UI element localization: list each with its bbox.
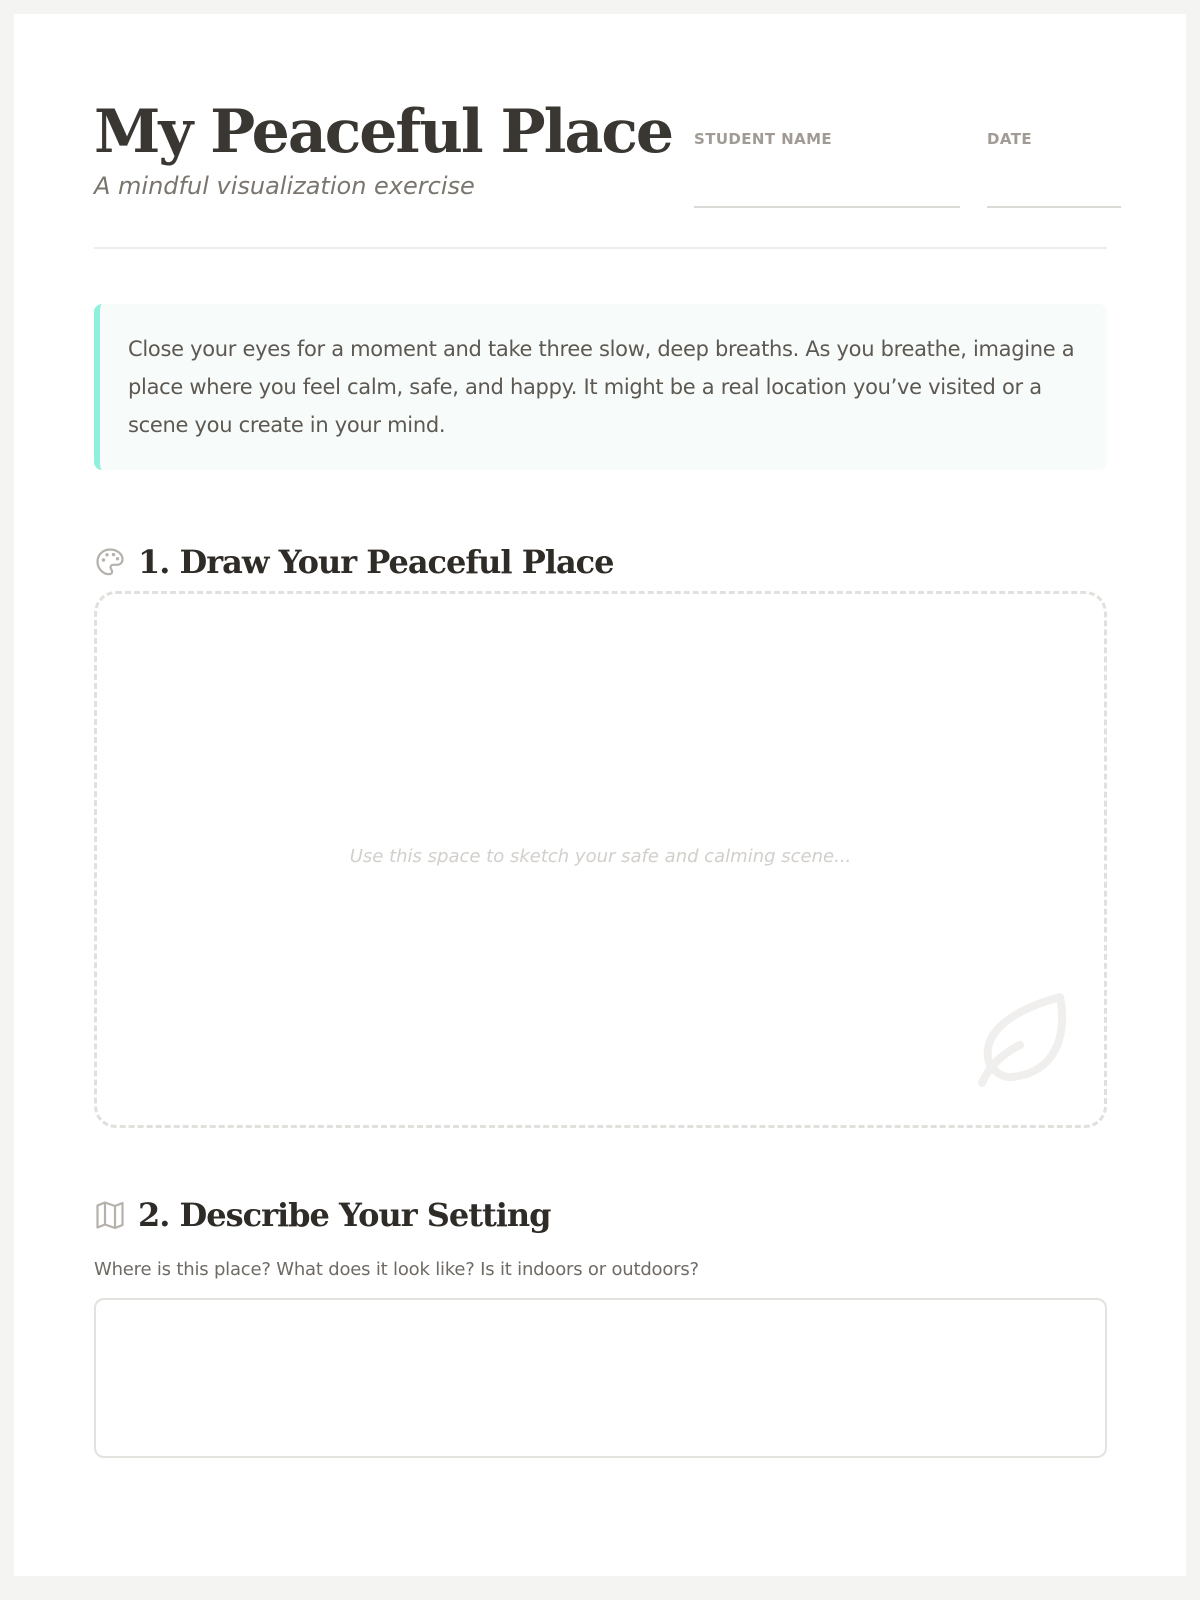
drawing-area[interactable] (94, 591, 1107, 1128)
worksheet-page (14, 14, 1186, 1576)
intro-callout (94, 304, 1107, 470)
page-subtitle: A mindful visualization exercise (94, 172, 475, 200)
setting-answer-box[interactable] (94, 1298, 1107, 1458)
student-name-field[interactable] (694, 206, 960, 208)
header-divider (94, 247, 1107, 249)
section-setting-title: 2. Describe Your Setting (138, 1196, 551, 1234)
drawing-hint: Use this space to sketch your safe and calming scene... (349, 846, 852, 867)
section-draw-title: 1. Draw Your Peaceful Place (138, 543, 614, 581)
student-name-label: STUDENT NAME (694, 130, 833, 148)
setting-prompt: Where is this place? What does it look like? Is it indoors or outdoors? (94, 1259, 699, 1280)
date-label: DATE (987, 130, 1032, 148)
leaf-icon (970, 991, 1074, 1095)
section-draw-header (94, 542, 614, 582)
date-field[interactable] (987, 206, 1121, 208)
palette-icon (94, 546, 126, 578)
section-setting-header (94, 1195, 551, 1235)
page-title: My Peaceful Place (94, 97, 673, 167)
intro-text: Close your eyes for a moment and take three slow, deep breaths. As you breathe, imagine a place where you feel calm, safe, and happy. It might be a real location you’ve visited or a scene you create in your mind. (128, 337, 1075, 437)
map-icon (94, 1199, 126, 1231)
